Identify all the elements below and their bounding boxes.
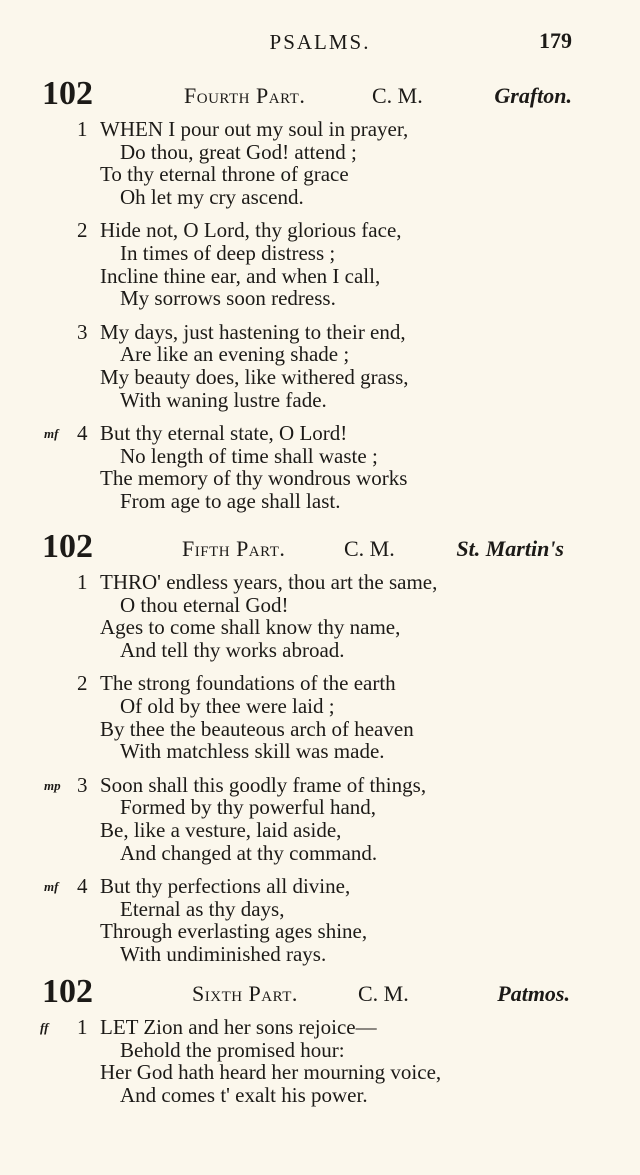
- verse-line: Soon shall this goodly frame of things,: [100, 772, 427, 797]
- verse-line: Incline thine ear, and when I call,: [100, 263, 381, 288]
- verse-line: To thy eternal throne of grace: [100, 162, 349, 187]
- verse-line: No length of time shall waste ;: [120, 443, 378, 468]
- stanza-number: 2: [77, 671, 88, 696]
- stanza-number: 4: [77, 874, 88, 899]
- verse-line: But thy eternal state, O Lord!: [100, 421, 348, 446]
- verse-line: Be, like a vesture, laid aside,: [100, 817, 342, 842]
- dynamic-marking: mf: [44, 426, 59, 442]
- hymn-fifth-part: [0, 527, 640, 966]
- stanza: [0, 774, 640, 864]
- running-head: [0, 28, 640, 58]
- hymn-part: Sixth Part.: [192, 981, 298, 1006]
- hymn-tune: Grafton.: [494, 83, 572, 108]
- hymn-sixth-part: [0, 972, 640, 1106]
- verse-line: By thee the beauteous arch of heaven: [100, 716, 414, 741]
- stanza: [0, 571, 640, 661]
- verse-line: But thy perfections all divine,: [100, 874, 351, 899]
- verse-line: My days, just hastening to their end,: [100, 319, 406, 344]
- page-number: 179: [539, 28, 572, 53]
- hymn-number: 102: [42, 75, 93, 112]
- verse-line: Eternal as thy days,: [120, 896, 285, 921]
- stanza: [0, 422, 640, 512]
- verse-line: The memory of thy wondrous works: [100, 466, 408, 491]
- stanza-number: 2: [77, 218, 88, 243]
- dynamic-marking: ff: [40, 1020, 49, 1035]
- verse-line: Formed by thy powerful hand,: [120, 795, 377, 820]
- hymn-tune: Patmos.: [497, 981, 570, 1006]
- verse-line: THRO' endless years, thou art the same,: [100, 570, 438, 594]
- hymn-meter: C. M.: [372, 83, 423, 108]
- verse-line: Her God hath heard her mourning voice,: [100, 1060, 442, 1085]
- verse-line: And changed at thy command.: [120, 840, 378, 865]
- hymn-part: Fifth Part.: [182, 536, 286, 561]
- verse-line: Hide not, O Lord, thy glorious face,: [100, 218, 402, 243]
- verse-line: With waning lustre fade.: [120, 387, 327, 412]
- hymn-header: [0, 527, 640, 571]
- stanza: [0, 672, 640, 762]
- stanza: [0, 118, 640, 208]
- verse-line: Behold the promised hour:: [120, 1037, 345, 1062]
- stanza-number: 1: [77, 117, 88, 141]
- verse-line: Ages to come shall know thy name,: [100, 615, 401, 640]
- verse-line: In times of deep distress ;: [120, 240, 336, 265]
- stanza-number: 3: [77, 319, 88, 344]
- running-title: PSALMS.: [269, 30, 371, 54]
- stanza-number: 1: [77, 1015, 88, 1039]
- hymn-tune: St. Martin's: [456, 536, 564, 561]
- hymn-fourth-part: [0, 74, 640, 513]
- stanza: [0, 321, 640, 411]
- stanza: [0, 219, 640, 309]
- hymn-part: Fourth Part.: [184, 83, 306, 108]
- verse-line: And comes t' exalt his power.: [120, 1082, 368, 1107]
- hymn-header: [0, 74, 640, 118]
- hymn-meter: C. M.: [344, 536, 395, 561]
- stanza-number: 4: [77, 421, 88, 446]
- dynamic-marking: mf: [44, 879, 59, 895]
- verse-line: Through everlasting ages shine,: [100, 919, 368, 944]
- stanza: [0, 1016, 640, 1106]
- verse-line: Of old by thee were laid ;: [120, 693, 335, 718]
- verse-line: My beauty does, like withered grass,: [100, 364, 409, 389]
- hymn-number: 102: [42, 973, 93, 1010]
- stanza: [0, 875, 640, 965]
- verse-line: With matchless skill was made.: [120, 739, 385, 764]
- verse-line: Are like an evening shade ;: [120, 342, 350, 367]
- stanza-number: 3: [77, 772, 88, 797]
- verse-line: WHEN I pour out my soul in prayer,: [100, 117, 409, 141]
- verse-line: LET Zion and her sons rejoice—: [100, 1015, 377, 1039]
- verse-line: And tell thy works abroad.: [120, 637, 345, 662]
- verse-line: Oh let my cry ascend.: [120, 184, 304, 209]
- verse-line: Do thou, great God! attend ;: [120, 139, 357, 164]
- verse-line: With undiminished rays.: [120, 941, 327, 966]
- verse-line: The strong foundations of the earth: [100, 671, 396, 696]
- verse-line: O thou eternal God!: [120, 592, 289, 617]
- hymn-meter: C. M.: [358, 981, 409, 1006]
- verse-line: From age to age shall last.: [120, 488, 341, 513]
- verse-line: My sorrows soon redress.: [120, 286, 336, 311]
- hymn-number: 102: [42, 528, 93, 565]
- hymn-header: [0, 972, 640, 1016]
- stanza-number: 1: [77, 570, 88, 594]
- dynamic-marking: mp: [44, 777, 61, 793]
